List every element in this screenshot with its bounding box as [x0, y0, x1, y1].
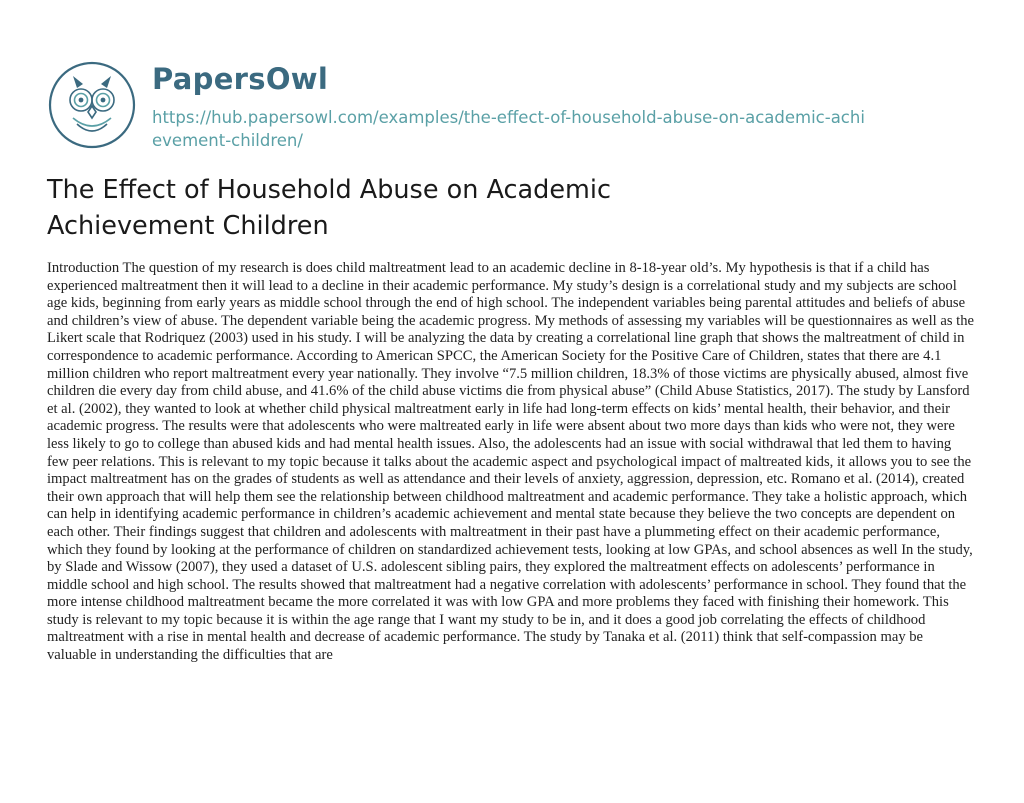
article-body: Introduction The question of my research is does child maltreatment lead to an academic decline in 8-18-year old’s. My hypothesis is that if a child has experienced maltreatment then it will lead to a decline in their academic performance. My study’s design is a correlational study and my subjects are school age kids, beginning from early years as middle school through the end of high school. The independent variables being parental attitudes and beliefs of abuse and children’s view of abuse. The dependent variable being the academic progress. My methods of assessing my variables will be questionnaires as well as the Likert scale that Rodriquez (2003) used in his study. I will be analyzing the data by creating a correlational line graph that shows the maltreatment of child in correspondence to academic performance. According to American SPCC, the American Society for the Positive Care of Children, states that there are 4.1 million children who report maltreatment every year nationally. They involve “7.5 million children, 18.3% of those victims are physically abused, almost five children die every day from child abuse, and 41.6% of the child abuse victims die from physical abuse” (Child Abuse Statistics, 2017). The study by Lansford et al. (2002), they wanted to look at whether child physical maltreatment early in life had long-term effects on kids’ mental health, their behavior, and their academic progress. The results were that adolescents who were maltreated early in life were absent about two more days than kids who were not, they were less likely to go to college than abused kids and had mental health issues. Also, the adolescents had an issue with social withdrawal that led them to having few peer relations. This is relevant to my topic because it talks about the academic aspect and psychological impact of maltreated kids, it allows you to see the impact maltreatment has on the grades of students as well as attendance and their levels of anxiety, aggression, depression, etc. Romano et al. (2014), created their own approach that will help them see the relationship between childhood maltreatment and academic performance. They take a holistic approach, which can help in identifying academic performance in children’s academic achievement and mental state because they believe the two concepts are dependent on each other. Their findings suggest that children and adolescents with maltreatment in their past have a plummeting effect on their academic performance, which they found by looking at the performance of children on standardized achievement tests, looking at low GPAs, and school absences as well In the study, by Slade and Wissow (2007), they used a dataset of U.S. adolescent sibling pairs, they explored the maltreatment effects on adolescents’ performance in middle school and high school. The results showed that maltreatment had a negative correlation with adolescents’ performance in school. They found that the more intense childhood maltreatment became the more correlated it was with low GPA and more problems they faced with finishing their homework. This study is relevant to my topic because it is within the age range that I want my study to be in, and it does a good job correlating the effects of childhood maltreatment with a rise in mental health and decrease of academic performance. The study by Tanaka et al. (2011) think that self-compassion may be valuable in understanding the difficulties that are — [47, 260, 974, 664]
owl-logo-icon[interactable] — [47, 60, 137, 150]
source-url[interactable]: https://hub.papersowl.com/examples/the-effect-of-household-abuse-on-academic-achievement-children/ — [152, 108, 865, 150]
brand-name[interactable]: PapersOwl — [152, 62, 329, 96]
site-header — [47, 60, 997, 160]
page-title: The Effect of Household Abuse on Academic Achievement Children — [47, 175, 611, 241]
